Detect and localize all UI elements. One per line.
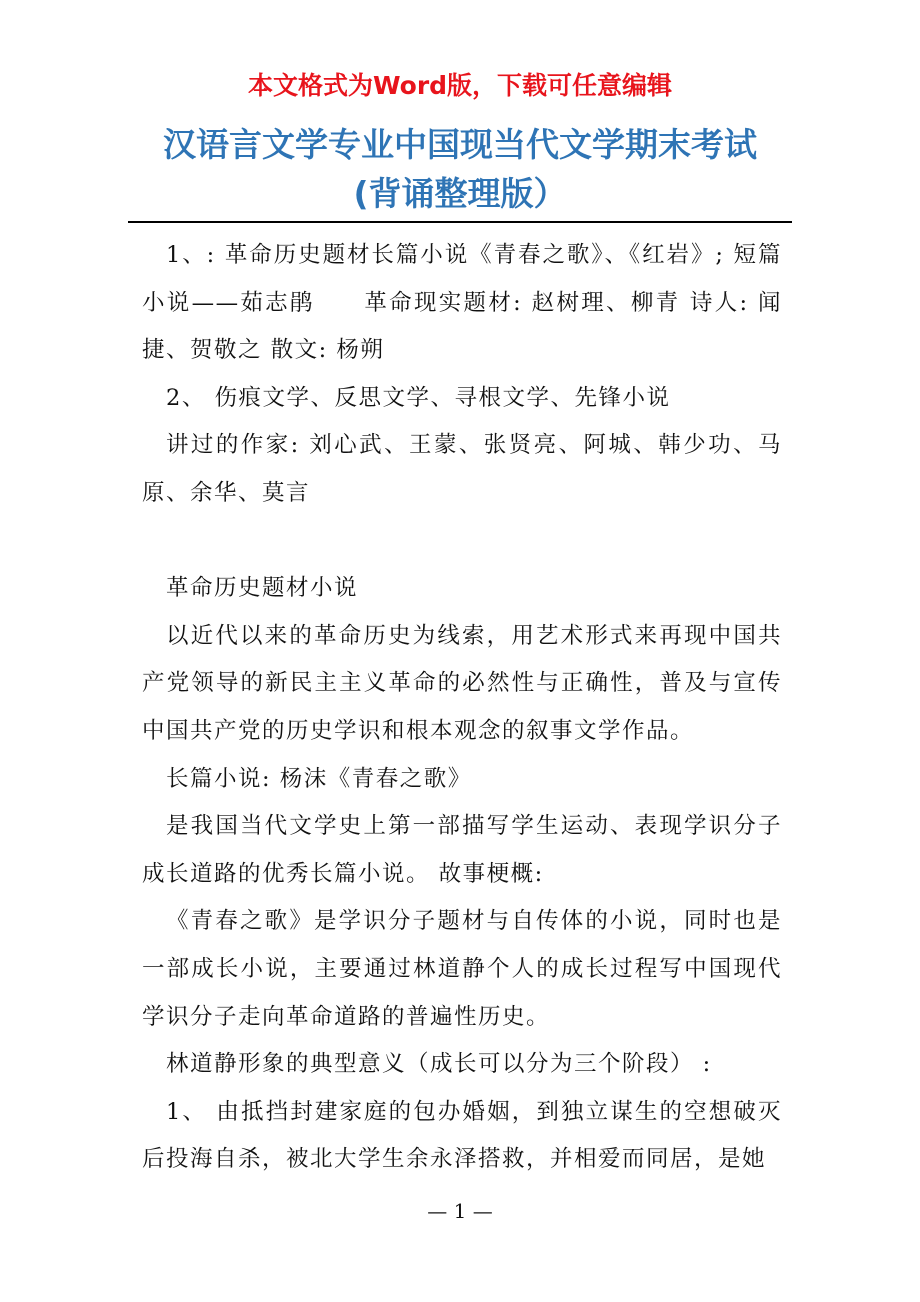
paragraph: 1、: 革命历史题材长篇小说《青春之歌》、《红岩》; 短篇小说——茹志鹃 革命现实题材: 赵树理、柳青 诗人: 闻捷、贺敬之 散文: 杨朔 xyxy=(142,242,782,364)
paragraph: 讲过的作家: 刘心武、王蒙、张贤亮、阿城、韩少功、马原、余华、莫言 xyxy=(142,432,782,506)
document-subtitle: (背诵整理版） xyxy=(353,174,567,213)
title-divider xyxy=(128,221,792,223)
document-title: 汉语言文学专业中国现当代文学期末考试 xyxy=(163,125,757,164)
blank-line xyxy=(142,518,782,566)
paragraph: 是我国当代文学史上第一部描写学生运动、表现学识分子成长道路的优秀长篇小说。 故事梗概: xyxy=(142,813,782,887)
paragraph: 以近代以来的革命历史为线索，用艺术形式来再现中国共产党领导的新民主主义革命的必然性与正确性，普及与宣传中国共产党的历史学识和根本观念的叙事文学作品。 xyxy=(142,622,782,744)
page-number: — 1 — xyxy=(427,1199,493,1223)
paragraph: 《青春之歌》是学识分子题材与自传体的小说，同时也是一部成长小说，主要通过林道静个人的成长过程写中国现代学识分子走向革命道路的普遍性历史。 xyxy=(142,908,782,1030)
paragraph: 长篇小说: 杨沫《青春之歌》 xyxy=(166,765,472,792)
paragraph: 1、 由抵挡封建家庭的包办婚姻，到独立谋生的空想破灭后投海自杀，被北大学生余永泽搭救，并相爱而同居，是她 xyxy=(142,1098,782,1173)
document-body xyxy=(142,232,782,1184)
paragraph: 革命历史题材小说 xyxy=(166,575,359,602)
format-notice: 本文格式为Word版，下载可任意编辑 xyxy=(247,71,673,100)
paragraph: 林道静形象的典型意义（成长可以分为三个阶段） : xyxy=(166,1051,712,1078)
paragraph: 2、 伤痕文学、反思文学、寻根文学、先锋小说 xyxy=(166,384,671,411)
